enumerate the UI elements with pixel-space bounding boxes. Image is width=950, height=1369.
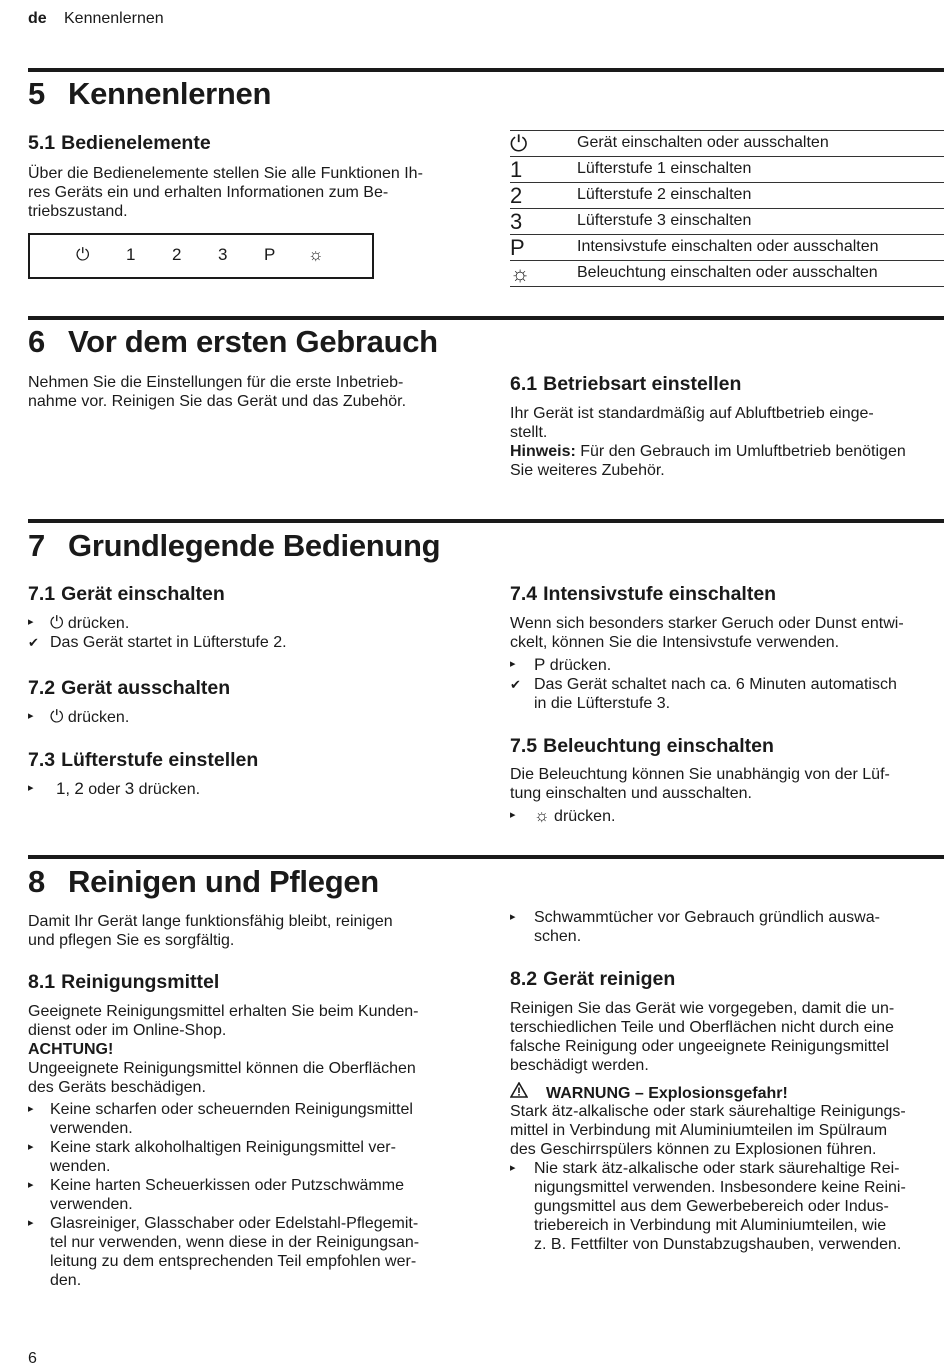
power-icon: ⏻	[50, 613, 64, 632]
fan-3-icon: 3	[510, 209, 523, 234]
result-item: ✔ Das Gerät startet in Lüfterstufe 2.	[28, 634, 287, 651]
section-7-3-heading: 7.3 Lüfterstufe einstellen	[28, 749, 259, 771]
section-5-heading: 5 Kennenlernen	[28, 76, 272, 111]
section-7-heading: 7 Grundlegende Bedienung	[28, 528, 441, 563]
list-item: ▸ Keine harten Scheuerkissen oder Putzschwämme verwenden.	[28, 1177, 404, 1213]
step-item: ▸ P drücken.	[510, 655, 612, 674]
section-5-1-intro: Über die Bedienelemente stellen Sie alle Funktionen Ih- res Geräts ein und erhalten Informationen zum Be- triebszustand.	[28, 165, 423, 220]
light-icon: ☼	[510, 261, 531, 286]
fan-2-icon: 2	[74, 779, 84, 798]
warning-heading: WARNUNG – Explosionsgefahr!	[510, 1082, 944, 1103]
step-item: ▸ 1, 2 oder 3 drücken.	[28, 779, 201, 798]
section-7-5-heading: 7.5 Beleuchtung einschalten	[510, 735, 774, 757]
fan-2-icon: 2	[172, 245, 182, 264]
fan-3-icon: 3	[124, 779, 135, 798]
section-8-2-heading: 8.2 Gerät reinigen	[510, 968, 676, 990]
bullet-arrow-icon: ▸	[510, 911, 516, 923]
section-8-1-heading: 8.1 Reinigungsmittel	[28, 971, 220, 993]
control-panel-illustration	[28, 233, 374, 279]
checkmark-icon: ✔	[28, 635, 39, 650]
light-icon: ☼	[308, 245, 324, 264]
fan-1-icon: 1	[510, 157, 523, 182]
step-arrow-icon: ▸	[28, 616, 34, 628]
language-code: de	[28, 10, 47, 27]
result-item: ✔ Das Gerät schaltet nach ca. 6 Minuten automatisch in die Lüfterstufe 3.	[510, 676, 897, 712]
section-7-4-heading: 7.4 Intensivstufe einschalten	[510, 583, 777, 605]
section-6-1-heading: 6.1 Betriebsart einstellen	[510, 373, 742, 395]
table-row: ☼ Beleuchtung einschalten oder ausschalten	[510, 260, 944, 287]
page-number: 6	[28, 1350, 37, 1367]
list-item: ▸ Keine stark alkoholhaltigen Reinigungsmittel ver- wenden.	[28, 1139, 396, 1175]
table-row: ⏻ Gerät einschalten oder ausschalten	[510, 130, 944, 156]
list-item: ▸ Glasreiniger, Glasschaber oder Edelstahl-Pflegemit- tel nur verwenden, wenn diese in der Reinigungsan- leitung zu dem entsprechenden Teil empfohlen wer- den.	[28, 1215, 420, 1289]
section-7-1-heading: 7.1 Gerät einschalten	[28, 583, 225, 605]
section-8-1-text: Geeignete Reinigungsmittel erhalten Sie beim Kunden- dienst oder im Online-Shop. ACHTUNG! Ungeeignete Reinigungsmittel können die Oberflächen des Geräts beschädigen.	[28, 1002, 468, 1097]
section-7-2-heading: 7.2 Gerät ausschalten	[28, 677, 231, 699]
fan-1-icon: 1	[56, 779, 66, 798]
hint-label: Hinweis:	[510, 443, 576, 460]
step-arrow-icon: ▸	[28, 782, 34, 794]
intensive-icon: P	[264, 245, 276, 264]
step-item: ▸ ⏻ drücken.	[28, 707, 130, 726]
power-icon: ⏻	[510, 131, 528, 156]
bullet-arrow-icon: ▸	[28, 1217, 34, 1229]
step-arrow-icon: ▸	[28, 710, 34, 722]
section-8-intro: Damit Ihr Gerät lange funktionsfähig bleibt, reinigen und pflegen Sie es sorgfältig.	[28, 913, 393, 949]
step-item: ▸ ⏻ drücken.	[28, 613, 130, 632]
section-5-1-heading: 5.1 Bedienelemente	[28, 132, 211, 154]
warning-text: Stark ätz-alkalische oder stark säurehaltige Reinigungs- mittel in Verbindung mit Aluminiumteilen im Spülraum des Geschirrspülers können zu Explosionen führen.	[510, 1103, 906, 1158]
list-item: ▸ Keine scharfen oder scheuernden Reinigungsmittel verwenden.	[28, 1101, 413, 1137]
fan-3-icon: 3	[218, 245, 228, 264]
section-8-heading: 8 Reinigen und Pflegen	[28, 864, 379, 899]
section-7-4-text: Wenn sich besonders starker Geruch oder Dunst entwi- ckelt, können Sie die Intensivstufe verwenden.	[510, 615, 904, 651]
power-icon: ⏻	[76, 245, 90, 264]
table-row: P Intensivstufe einschalten oder ausschalten	[510, 234, 944, 260]
step-item: ▸ ☼ drücken.	[510, 806, 616, 825]
section-divider	[28, 855, 944, 859]
step-arrow-icon: ▸	[510, 658, 516, 670]
step-arrow-icon: ▸	[510, 809, 516, 821]
bullet-arrow-icon: ▸	[28, 1179, 34, 1191]
section-divider	[28, 68, 944, 72]
intensive-icon: P	[510, 235, 525, 260]
intensive-icon: P	[534, 655, 546, 674]
table-row: 3 Lüfterstufe 3 einschalten	[510, 208, 944, 234]
attention-label: ACHTUNG!	[28, 1041, 114, 1058]
section-6-1-text: Ihr Gerät ist standardmäßig auf Abluftbetrieb einge- stellt. Hinweis: Für den Gebrauch im Umluftbetrieb benötigen Sie weiteres Zubehör.	[510, 405, 906, 479]
section-divider	[28, 519, 944, 523]
fan-1-icon: 1	[126, 245, 136, 264]
section-divider	[28, 316, 944, 320]
checkmark-icon: ✔	[510, 677, 521, 692]
table-row: 1 Lüfterstufe 1 einschalten	[510, 156, 944, 182]
running-header-title: Kennenlernen	[64, 10, 164, 27]
section-7-5-text: Die Beleuchtung können Sie unabhängig von der Lüf- tung einschalten und ausschalten.	[510, 766, 890, 802]
fan-2-icon: 2	[510, 183, 523, 208]
warning-triangle-icon	[510, 1082, 532, 1103]
section-6-heading: 6 Vor dem ersten Gebrauch	[28, 324, 438, 359]
bullet-arrow-icon: ▸	[28, 1141, 34, 1153]
bullet-arrow-icon: ▸	[28, 1103, 34, 1115]
power-icon: ⏻	[50, 707, 64, 726]
light-icon: ☼	[534, 806, 550, 825]
controls-table	[510, 130, 944, 287]
section-8-2-text: Reinigen Sie das Gerät wie vorgegeben, damit die un- terschiedlichen Teile und Oberflächen nicht durch eine falsche Reinigung oder ungeeignete Reinigungsmittel beschädigt werden.	[510, 1000, 895, 1074]
section-6-intro: Nehmen Sie die Einstellungen für die erste Inbetrieb- nahme vor. Reinigen Sie das Gerät und das Zubehör.	[28, 374, 407, 410]
list-item: ▸ Schwammtücher vor Gebrauch gründlich auswa- schen.	[510, 909, 880, 945]
bullet-arrow-icon: ▸	[510, 1162, 516, 1174]
list-item: ▸ Nie stark ätz-alkalische oder stark säurehaltige Rei- nigungsmittel verwenden. Insbesondere keine Reini- gungsmittel aus dem Gewerbebereich oder Indus- triebereich in Verbindung mit Aluminiumteilen, wie z. B. Fettfilter von Dunstabzugshauben, verwenden.	[510, 1160, 906, 1253]
table-row: 2 Lüfterstufe 2 einschalten	[510, 182, 944, 208]
